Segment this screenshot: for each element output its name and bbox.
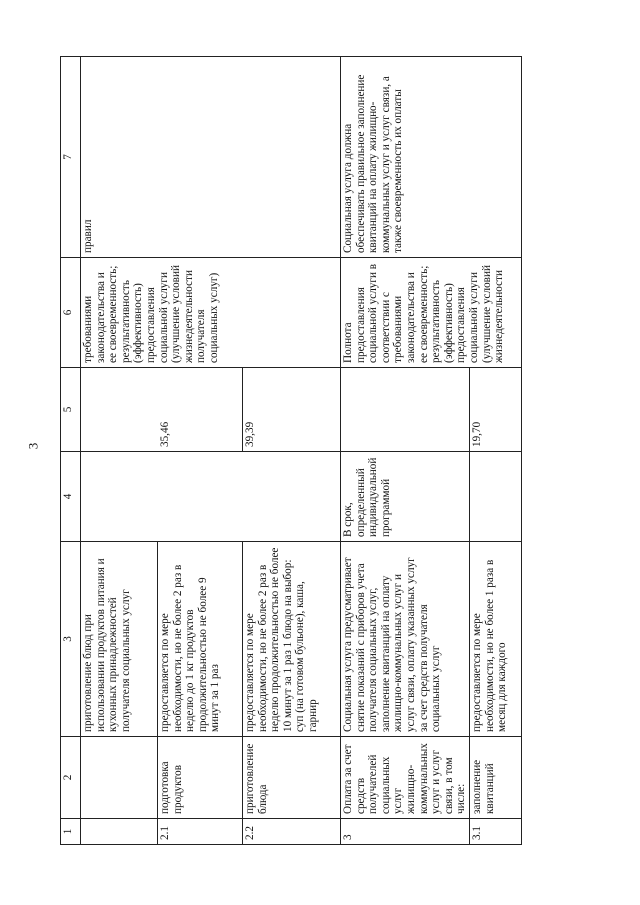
cell-tariff: 39,39 [243, 368, 341, 452]
cell-description: предоставляется по мере необходимости, но не более 1 раза в месяц для каждого [469, 542, 521, 737]
header-row [61, 57, 81, 845]
col-header-2: 2 [61, 737, 81, 819]
col-header-4: 4 [61, 452, 81, 542]
col-header-3: 3 [61, 542, 81, 737]
cell-service: приготовление блюда [243, 737, 341, 819]
cell-term [81, 452, 341, 542]
cell-number: 3 [341, 819, 470, 845]
cell-description: Социальная услуга предусматривает снятие показаний с приборов учета получателя социальных услуг, заполнение квитанций на оплату жилищно-коммунальных услуг и услуг связи, оплату указанных услуг за счет средств получателя социальных услуг [341, 542, 470, 737]
col-header-1: 1 [61, 819, 81, 845]
cell-tariff: 19,70 [469, 368, 521, 452]
cell-tariff [81, 368, 158, 452]
cell-description: предоставляется по мере необходимости, но не более 2 раз в неделю до 1 кг продуктов продолжительностью не более 9 минут за 1 раз [158, 542, 243, 737]
cell-quality: требованиями законодательства и ее своевременность; результативность (эффективность) предоставления социальной услуги (улучшение условий жизнедеятельности получателя социальных услуг) [81, 258, 341, 368]
page-number: 3 [25, 442, 41, 450]
cell-conditions: Социальная услуга должна обеспечивать правильное заполнение квитанций на оплату жилищно-коммунальных услуг и услуг связи, а также своевременность их оплаты [341, 57, 522, 258]
cell-service: подготовка продуктов [158, 737, 243, 819]
cell-number: 2.2 [243, 819, 341, 845]
col-header-6: 6 [61, 258, 81, 368]
cell-service: заполнение квитанций [469, 737, 521, 819]
col-header-5: 5 [61, 368, 81, 452]
cell-conditions: правил [81, 57, 341, 258]
cell-service [81, 737, 158, 819]
cell-description: приготовление блюд при использовании продуктов питания и кухонных принадлежностей получателя социальных услуг [81, 542, 158, 737]
cell-description: предоставляется по мере необходимости, но не более 2 раз в неделю продолжительностью не более 10 минут за 1 раз 1 блюдо на выбор: суп (на готовом бульоне), каша, гарнир [243, 542, 341, 737]
table-row [341, 57, 470, 845]
cell-quality: Полнота предоставления социальной услуги в соответствии с требованиями законодательства и ее своевременность; результативность (эффективность) предоставления социальной услуги (улучшение условий жизнедеятельности [341, 258, 522, 368]
rotated-table-container [60, 57, 509, 845]
table-row [81, 57, 158, 845]
cell-number: 3.1 [469, 819, 521, 845]
col-header-7: 7 [61, 57, 81, 258]
cell-term [469, 452, 521, 542]
cell-service: Оплата за счет средств получателей социальных услуг жилищно-коммунальных услуг и услуг связи, в том числе: [341, 737, 470, 819]
cell-tariff [341, 368, 470, 452]
cell-term: В срок, определенный индивидуальной программой [341, 452, 470, 542]
cell-number [81, 819, 158, 845]
cell-tariff: 35,46 [158, 368, 243, 452]
cell-number: 2.1 [158, 819, 243, 845]
services-table [60, 56, 522, 845]
